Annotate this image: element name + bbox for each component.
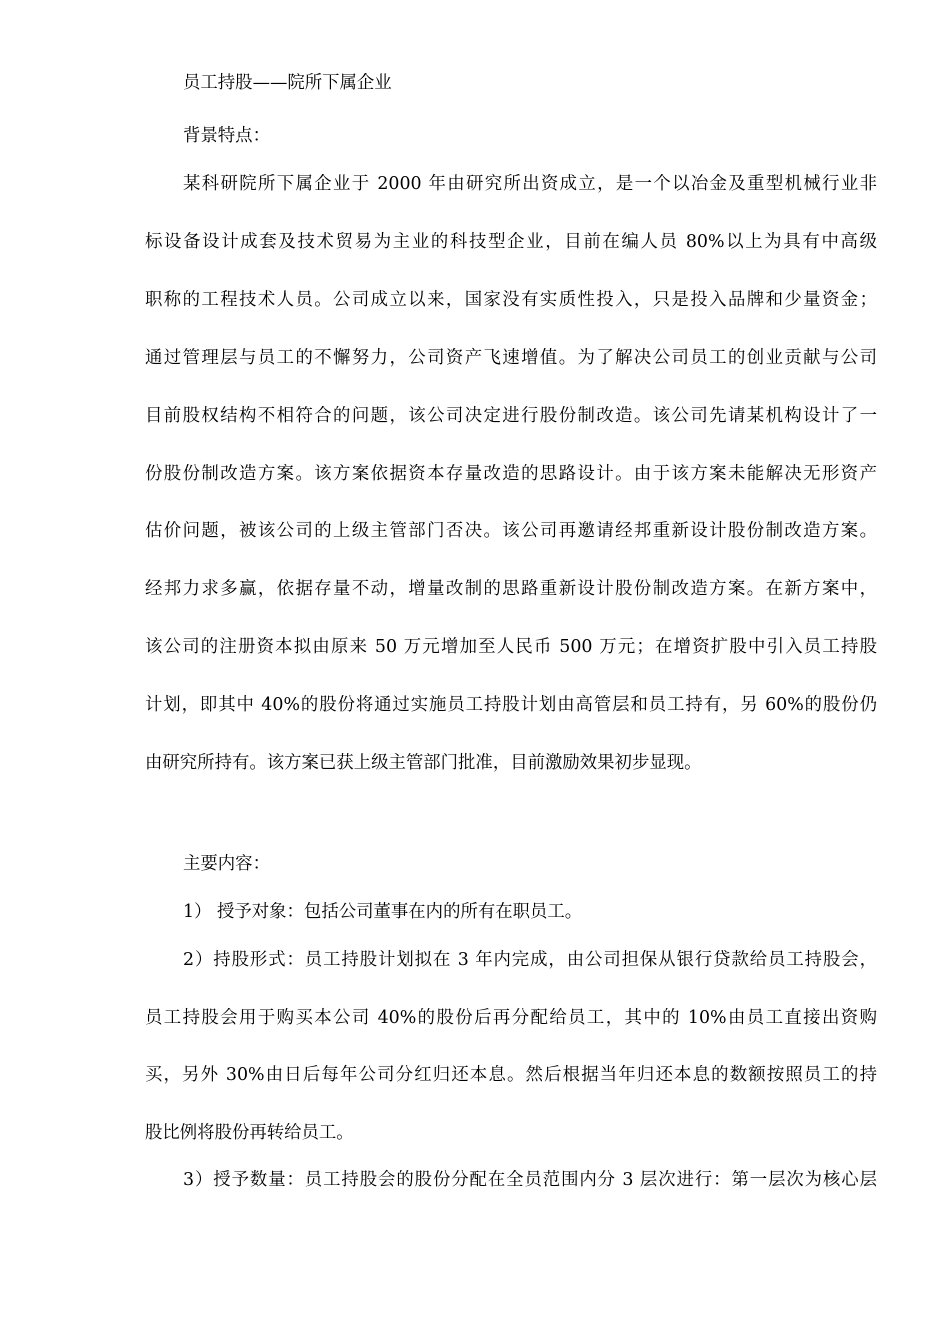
paragraph-line: 份股份制改造方案。该方案依据资本存量改造的思路设计。由于该方案未能解决无形资产	[145, 464, 877, 484]
list-item: 1） 授予对象：包括公司董事在内的所有在职员工。	[183, 902, 583, 922]
paragraph-line: 由研究所持有。该方案已获上级主管部门批准，目前激励效果初步显现。	[145, 753, 702, 773]
paragraph-line: 经邦力求多赢，依据存量不动，增量改制的思路重新设计股份制改造方案。在新方案中，	[145, 579, 877, 599]
paragraph-line: 某科研院所下属企业于 2000 年由研究所出资成立，是一个以冶金及重型机械行业非	[183, 174, 877, 194]
main-content-heading: 主要内容：	[183, 854, 270, 874]
document-title: 员工持股——院所下属企业	[183, 73, 392, 93]
paragraph-line: 员工持股会用于购买本公司 40%的股份后再分配给员工，其中的 10%由员工直接出资购	[145, 1008, 877, 1028]
list-item: 3）授予数量：员工持股会的股份分配在全员范围内分 3 层次进行：第一层次为核心层	[183, 1170, 877, 1190]
paragraph-line: 买，另外 30%由日后每年公司分红归还本息。然后根据当年归还本息的数额按照员工的持	[145, 1065, 877, 1085]
paragraph-line: 股比例将股份再转给员工。	[145, 1123, 354, 1143]
paragraph-line: 通过管理层与员工的不懈努力，公司资产飞速增值。为了解决公司员工的创业贡献与公司	[145, 348, 877, 368]
paragraph-line: 2）持股形式：员工持股计划拟在 3 年内完成，由公司担保从银行贷款给员工持股会，	[183, 950, 877, 970]
paragraph-line: 目前股权结构不相符合的问题，该公司决定进行股份制改造。该公司先请某机构设计了一	[145, 406, 877, 426]
paragraph-line: 标设备设计成套及技术贸易为主业的科技型企业，目前在编人员 80%以上为具有中高级	[145, 232, 877, 252]
background-heading: 背景特点：	[183, 126, 270, 146]
paragraph-line: 职称的工程技术人员。公司成立以来，国家没有实质性投入，只是投入品牌和少量资金；	[145, 290, 877, 310]
paragraph-line: 计划，即其中 40%的股份将通过实施员工持股计划由高管层和员工持有，另 60%的股份仍	[145, 695, 877, 715]
paragraph-line: 估价问题，被该公司的上级主管部门否决。该公司再邀请经邦重新设计股份制改造方案。	[145, 521, 877, 541]
paragraph-line: 该公司的注册资本拟由原来 50 万元增加至人民币 500 万元；在增资扩股中引入员工持股	[145, 637, 877, 657]
